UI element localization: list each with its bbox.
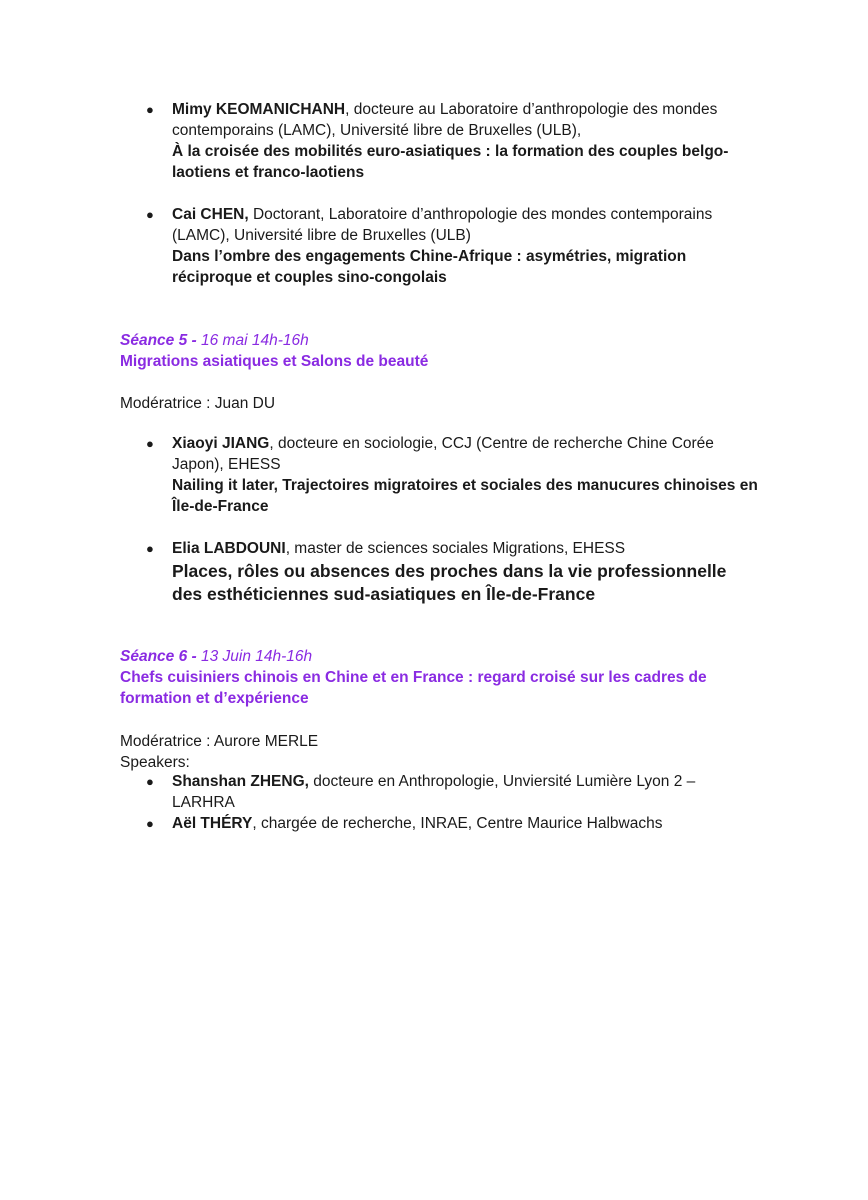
session6-header (120, 646, 760, 709)
session5-speaker-list (0, 433, 760, 517)
session-label: Séance 5 - (120, 332, 201, 349)
speaker-entry (0, 538, 760, 606)
bullet-icon: ● (146, 207, 154, 222)
speaker-entry (0, 433, 760, 517)
speaker-entry (0, 771, 760, 813)
bullet-icon: ● (146, 774, 154, 789)
session5-moderator: Modératrice : Juan DU (120, 395, 276, 412)
speaker-name: Aël THÉRY (172, 815, 253, 832)
session6-heading (120, 646, 760, 667)
bullet-icon: ● (146, 541, 154, 556)
speaker-name: Shanshan ZHENG, (172, 773, 309, 790)
talk-title: Nailing it later, Trajectoires migratoires et sociales des manucures chinoises en Île-de-France (172, 477, 758, 515)
speaker-name: Mimy KEOMANICHANH (172, 101, 346, 118)
speaker-affiliation: , docteure en sociologie, CCJ (Centre de recherche Chine Corée Japon), EHESS (172, 435, 714, 473)
session5-heading (120, 330, 760, 351)
session4-speaker-list-2 (0, 204, 760, 288)
session-title: Chefs cuisiniers chinois en Chine et en France : regard croisé sur les cadres de formation et d’expérience (120, 669, 707, 707)
speaker-affiliation: , chargée de recherche, INRAE, Centre Maurice Halbwachs (252, 815, 663, 832)
session5-header (120, 330, 760, 372)
session4-speaker-list (0, 99, 760, 183)
session-label: Séance 6 - (120, 648, 201, 665)
session-date: 13 Juin 14h-16h (201, 648, 313, 665)
speaker-name: Elia LABDOUNI (172, 540, 286, 557)
session-date: 16 mai 14h-16h (201, 332, 309, 349)
bullet-icon: ● (146, 436, 154, 451)
talk-title: À la croisée des mobilités euro-asiatiques : la formation des couples belgo-laotiens et franco-laotiens (172, 143, 729, 181)
speaker-affiliation: Doctorant, Laboratoire d’anthropologie des mondes contemporains (LAMC), Université libre de Bruxelles (ULB) (172, 206, 713, 244)
speaker-entry (0, 813, 760, 834)
bullet-icon: ● (146, 816, 154, 831)
session5-speaker-list-2 (0, 538, 760, 606)
speaker-name: Cai CHEN, (172, 206, 249, 223)
moderator-line: Modératrice : Aurore MERLE (120, 733, 319, 750)
talk-title: Places, rôles ou absences des proches dans la vie professionnelle des esthéticiennes sud-asiatiques en Île-de-France (172, 561, 727, 604)
speaker-entry (0, 204, 760, 288)
speaker-affiliation: docteure en Anthropologie, Unviersité Lumière Lyon 2 – LARHRA (172, 773, 696, 811)
session-title: Migrations asiatiques et Salons de beauté (120, 353, 429, 370)
bullet-icon: ● (146, 102, 154, 117)
speaker-affiliation: , docteure au Laboratoire d’anthropologie des mondes contemporains (LAMC), Université libre de Bruxelles (ULB), (172, 101, 718, 139)
speaker-affiliation: , master de sciences sociales Migrations, EHESS (285, 540, 626, 557)
speaker-entry (0, 99, 760, 183)
talk-title: Dans l’ombre des engagements Chine-Afrique : asymétries, migration réciproque et couples sino-congolais (172, 248, 687, 286)
speakers-label: Speakers: (120, 754, 190, 771)
session6-speaker-list (0, 771, 760, 834)
speaker-name: Xiaoyi JIANG (172, 435, 270, 452)
session6-moderator (120, 731, 760, 773)
